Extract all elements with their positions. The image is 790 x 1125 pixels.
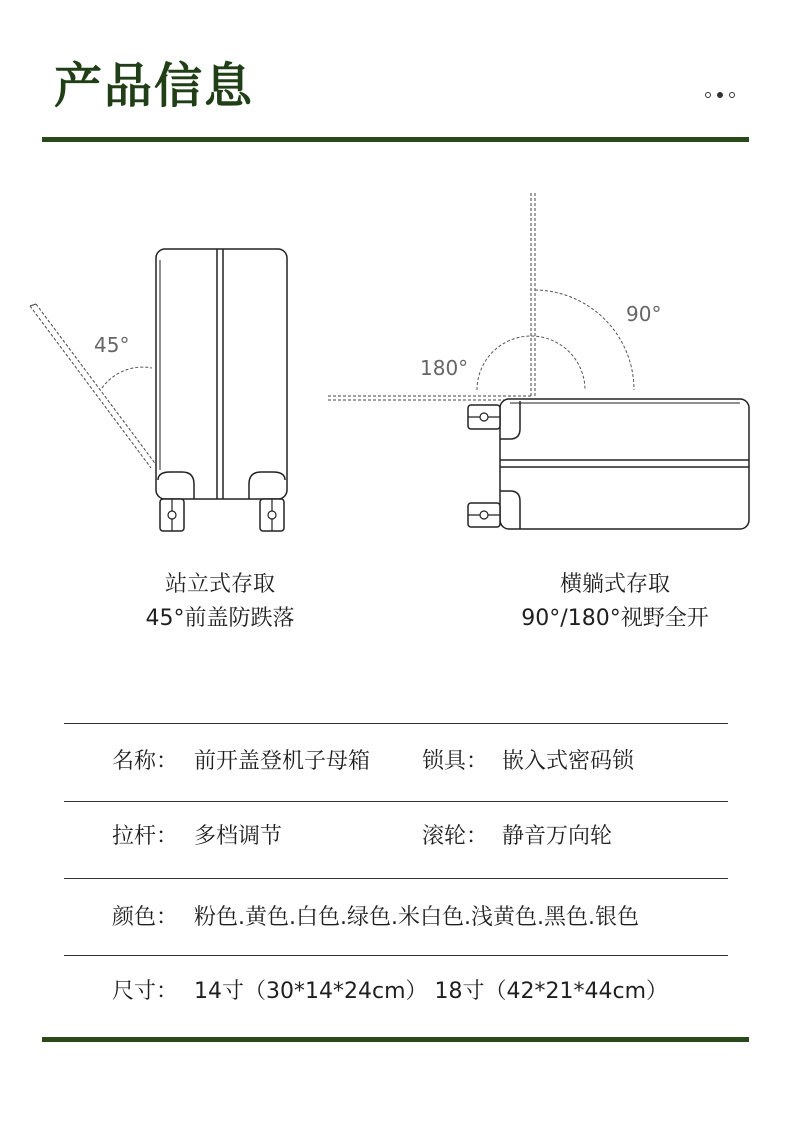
- table-divider: [64, 723, 728, 724]
- spec-color-value: 粉色.黄色.白色.绿色.米白色.浅黄色.黑色.银色: [194, 905, 639, 930]
- bottom-divider-bar: [42, 1037, 749, 1042]
- table-divider: [64, 801, 728, 802]
- suitcase-body: [156, 249, 287, 499]
- top-divider-bar: [42, 137, 749, 142]
- caption-upright-line2: 45°前盖防跌落: [145, 606, 295, 631]
- upright-suitcase-illustration: [20, 240, 310, 540]
- caption-lying-line2: 90°/180°视野全开: [521, 606, 709, 631]
- dot: [729, 92, 735, 98]
- dot-active: [717, 92, 723, 98]
- table-divider: [64, 955, 728, 956]
- spec-name-label: 名称：: [112, 749, 179, 774]
- angle-label-45: 45°: [94, 333, 130, 357]
- wheel-left: [160, 499, 184, 531]
- spec-wheel-value: 静音万向轮: [502, 824, 613, 849]
- spec-lock-label: 锁具：: [422, 749, 489, 774]
- wheel-right: [260, 499, 284, 531]
- table-divider: [64, 878, 728, 879]
- spec-wheel-label: 滚轮：: [422, 824, 489, 849]
- open-lid-180: [328, 396, 531, 400]
- spec-size-value: 14寸（30*14*24cm） 18寸（42*21*44cm）: [194, 979, 668, 1004]
- spec-lock-value: 嵌入式密码锁: [502, 749, 635, 774]
- wheel-top: [468, 405, 500, 429]
- dot: [705, 92, 711, 98]
- lying-suitcase-illustration: [320, 185, 760, 545]
- wheel-bottom: [468, 503, 500, 527]
- page-title: 产品信息: [54, 58, 255, 114]
- spec-handle-value: 多档调节: [194, 824, 283, 849]
- angle-arc-90: [535, 290, 634, 390]
- angle-label-180: 180°: [420, 356, 469, 380]
- angle-arc: [102, 367, 152, 388]
- caption-upright-line1: 站立式存取: [164, 572, 275, 597]
- open-lid-90: [531, 193, 535, 398]
- pagination-dots: [705, 92, 735, 98]
- spec-size-label: 尺寸：: [112, 979, 179, 1004]
- caption-upright: [100, 568, 340, 636]
- spec-name-value: 前开盖登机子母箱: [194, 749, 371, 774]
- open-lid: [30, 304, 157, 468]
- suitcase-body: [500, 399, 749, 529]
- angle-label-90: 90°: [626, 302, 662, 326]
- caption-lying-line1: 横躺式存取: [559, 572, 670, 597]
- spec-color-label: 颜色：: [112, 905, 179, 930]
- caption-lying: [490, 568, 740, 636]
- spec-handle-label: 拉杆：: [112, 824, 179, 849]
